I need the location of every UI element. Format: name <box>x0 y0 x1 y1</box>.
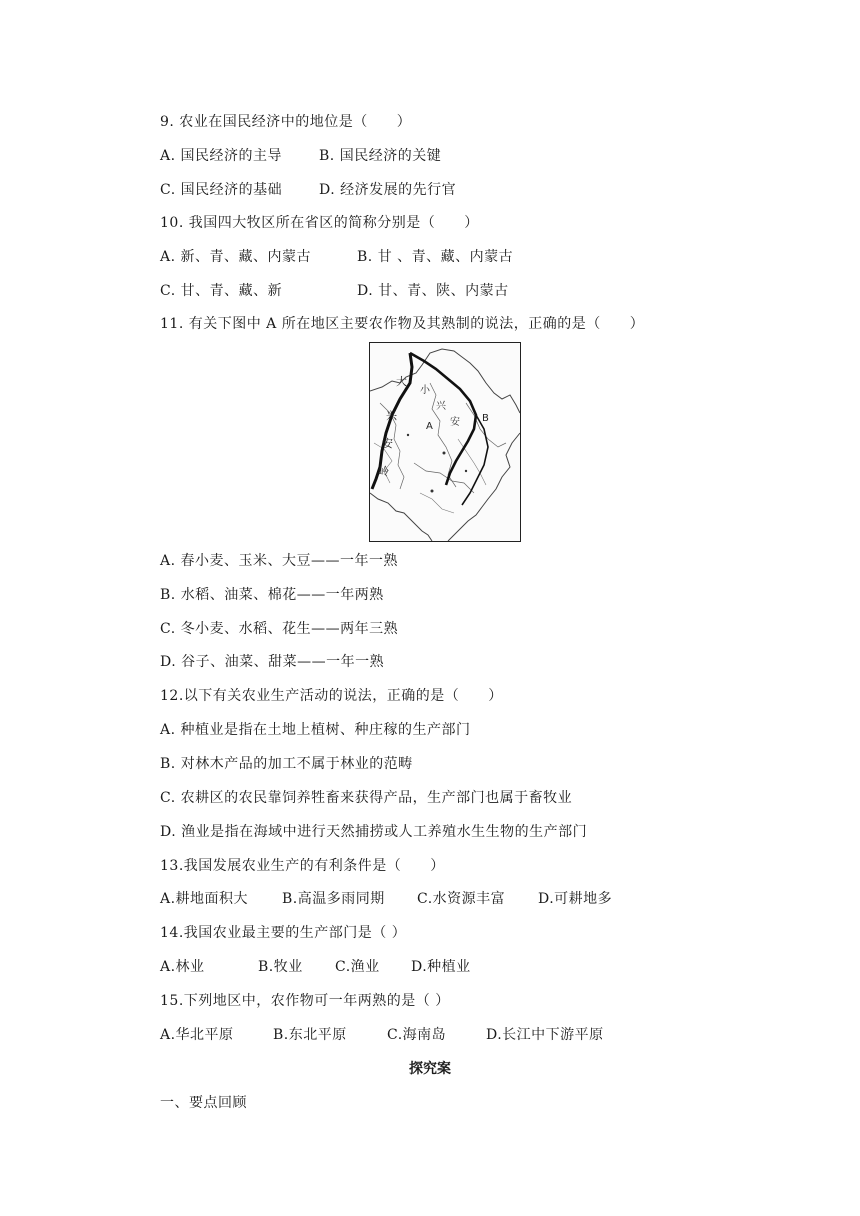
question-11-option-b: B. 水稻、油菜、棉花——一年两熟 <box>160 587 384 603</box>
question-10-option-a: A. 新、青、藏、内蒙古 <box>160 249 312 265</box>
question-9-option-d: D. 经济发展的先行官 <box>319 182 457 198</box>
question-15-option-b: B.东北平原 <box>273 1027 347 1043</box>
section-title: 探究案 <box>409 1061 451 1077</box>
question-10-option-c: C. 甘、青、藏、新 <box>160 283 283 299</box>
question-10-option-d: D. 甘、青、陕、内蒙古 <box>357 283 509 299</box>
question-15-stem: 15.下列地区中，农作物可一年两熟的是（ ） <box>160 993 450 1009</box>
question-13-option-b: B.高温多雨同期 <box>282 891 385 907</box>
question-12-option-c: C. 农耕区的农民靠饲养牲畜来获得产品，生产部门也属于畜牧业 <box>160 790 573 806</box>
question-11-stem: 11. 有关下图中 A 所在地区主要农作物及其熟制的说法，正确的是（ ） <box>160 316 645 332</box>
question-14-option-a: A.林业 <box>160 959 205 975</box>
question-13-option-c: C.水资源丰富 <box>417 891 506 907</box>
question-14-stem: 14.我国农业最主要的生产部门是（ ） <box>160 925 407 941</box>
question-13-option-d: D.可耕地多 <box>538 891 613 907</box>
map-label-xiao: 小 <box>420 385 430 396</box>
map-drawing <box>370 343 520 541</box>
question-12-option-d: D. 渔业是指在海域中进行天然捕捞或人工养殖水生生物的生产部门 <box>160 824 588 840</box>
map-label-an-2: 安 <box>450 417 460 428</box>
question-10-stem: 10. 我国四大牧区所在省区的简称分别是（ ） <box>160 215 479 231</box>
subsection-heading: 一、要点回顾 <box>160 1095 247 1111</box>
question-15-option-d: D.长江中下游平原 <box>486 1027 604 1043</box>
question-14-option-c: C.渔业 <box>335 959 380 975</box>
map-label-a: A <box>426 421 433 432</box>
question-11-option-a: A. 春小麦、玉米、大豆——一年一熟 <box>160 553 399 569</box>
question-9-option-c: C. 国民经济的基础 <box>160 182 283 198</box>
question-13-option-a: A.耕地面积大 <box>160 891 249 907</box>
question-14-option-d: D.种植业 <box>411 959 471 975</box>
question-15-option-a: A.华北平原 <box>160 1027 234 1043</box>
question-15-option-c: C.海南岛 <box>387 1027 447 1043</box>
question-12-option-a: A. 种植业是指在土地上植树、种庄稼的生产部门 <box>160 722 471 738</box>
map-label-an: 安 <box>382 437 393 450</box>
question-14-option-b: B.牧业 <box>258 959 303 975</box>
question-9-option-b: B. 国民经济的关键 <box>319 148 442 164</box>
question-12-option-b: B. 对林木产品的加工不属于林业的范畴 <box>160 756 413 772</box>
map-label-b: B <box>482 413 489 424</box>
question-10-option-b: B. 甘 、青、藏、内蒙古 <box>357 249 514 265</box>
question-12-stem: 12.以下有关农业生产活动的说法，正确的是（ ） <box>160 688 503 704</box>
map-label-ling: 岭 <box>378 465 389 478</box>
northeast-china-map <box>369 342 521 542</box>
map-label-da: 大 <box>396 375 407 388</box>
question-9-stem: 9. 农业在国民经济中的地位是（ ） <box>160 114 412 130</box>
map-label-xing: 兴 <box>386 409 397 422</box>
map-label-xing-2: 兴 <box>436 401 446 412</box>
question-9-option-a: A. 国民经济的主导 <box>160 148 283 164</box>
question-11-option-d: D. 谷子、油菜、甜菜——一年一熟 <box>160 654 385 670</box>
question-11-option-c: C. 冬小麦、水稻、花生——两年三熟 <box>160 621 399 637</box>
question-13-stem: 13.我国发展农业生产的有利条件是（ ） <box>160 858 445 874</box>
